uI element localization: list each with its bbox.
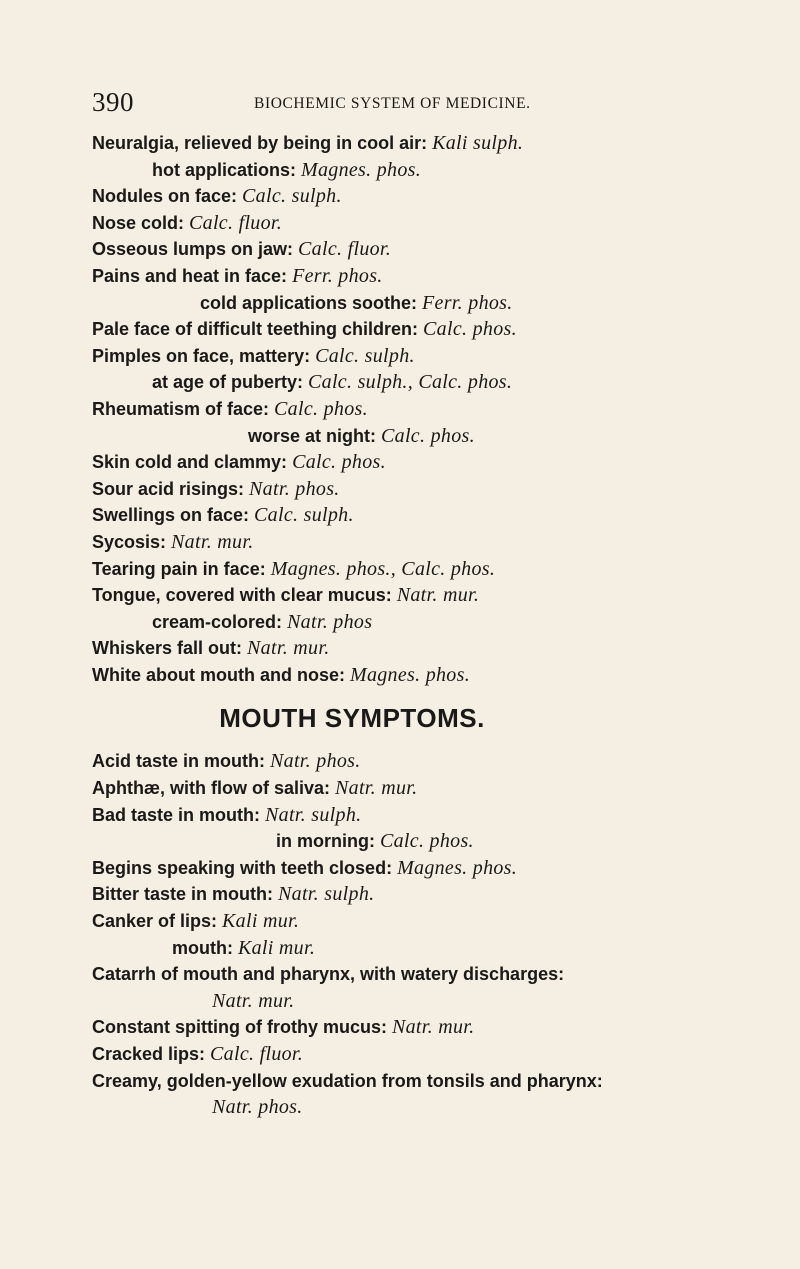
list-item [92,802,782,829]
symptom-text: Neuralgia, relieved by being in cool air: [92,133,433,153]
symptom-text: Pains and heat in face: [92,265,293,286]
symptom-text: Sycosis: [92,531,172,552]
list-item [92,449,782,476]
symptom-text: Tearing pain in face: [92,558,271,579]
list-item [92,1014,782,1041]
symptom-text: worse at night: [248,425,382,446]
list-item [92,1094,782,1121]
remedy-text: Kali mur. [237,936,316,959]
remedy-text: Calc. sulph. [254,504,354,527]
list-item [92,396,782,423]
list-item [92,828,782,855]
list-item [92,556,782,583]
list-item [92,748,782,775]
list-item [92,1041,782,1068]
list-item [92,476,782,503]
list-item [92,635,782,662]
remedy-text: Natr. phos. [270,750,361,773]
remedy-text: Calc. phos. [423,318,517,341]
list-item [92,609,782,636]
symptom-text: Bitter taste in mouth: [92,884,279,905]
list-item [92,529,782,556]
symptom-text: mouth: [172,937,238,958]
remedy-text: Calc. phos. [381,424,475,447]
symptom-text: Whiskers fall out: [92,638,248,659]
list-item [92,935,782,962]
remedy-text: Calc. phos. [379,830,474,853]
remedy-text: Natr. mur. [391,1016,475,1039]
symptom-text: Aphthæ, with flow of saliva: [92,778,335,799]
remedy-text: Natr. mur. [171,530,254,553]
list-item [92,236,782,263]
list-item [92,130,782,157]
list-item [92,582,782,609]
symptom-text: Nodules on face: [92,186,243,207]
list-item [92,961,782,988]
remedy-text: Calc. fluor. [210,1043,304,1065]
list-item [92,369,782,396]
list-item [92,855,782,882]
remedy-text: Calc. phos. [274,397,368,420]
list-item [92,881,782,908]
remedy-text: Natr. phos. [249,477,340,500]
list-item [92,502,782,529]
remedy-text: Magnes. phos. [349,663,470,686]
list-item [92,988,782,1015]
symptom-text: at age of puberty: [152,372,309,393]
symptom-text: Rheumatism of face: [92,398,275,419]
remedy-text: Magnes. phos., Calc. phos. [270,557,496,580]
remedy-text: Calc. sulph. [315,344,415,367]
remedy-text: Ferr. phos. [292,264,383,287]
list-item [92,343,782,370]
symptom-text: Bad taste in mouth: [92,804,266,825]
remedy-text: Calc. fluor. [189,211,283,234]
remedy-text: Calc. sulph., Calc. phos. [308,371,513,394]
list-item [92,210,782,237]
remedy-text: Natr. phos [287,610,373,633]
remedy-text: Natr. sulph. [265,803,362,826]
remedy-text: Natr. phos. [212,1096,303,1119]
remedy-text: Natr. sulph. [278,883,375,906]
remedy-text: Calc. fluor. [298,238,392,261]
list-item [92,662,782,689]
running-head: BIOCHEMIC SYSTEM OF MEDICINE. [254,95,531,112]
symptom-text: Acid taste in mouth: [92,751,271,772]
remedy-text: Kali sulph. [432,132,524,154]
symptom-text: cream-colored: [152,611,288,632]
remedy-text: Kali mur. [222,910,300,933]
symptom-text: cold applications soothe: [200,292,423,313]
symptom-text: Canker of lips: [92,911,223,932]
symptom-text: in morning: [276,831,380,852]
remedy-text: Calc. phos. [292,451,386,474]
list-item [92,157,782,184]
symptom-list [92,130,782,1121]
remedy-text: Ferr. phos. [422,291,513,314]
remedy-text: Natr. mur. [335,777,418,800]
symptom-text: Catarrh of mouth and pharynx, with watery discharges: [92,964,565,985]
symptom-text: Pale face of difficult teething children: [92,319,424,340]
symptom-text: Nose cold: [92,212,190,233]
symptom-text: Sour acid risings: [92,478,250,499]
symptom-text: White about mouth and nose: [92,664,350,685]
symptom-text: Tongue, covered with clear mucus: [92,585,397,606]
symptom-text: Begins speaking with teeth closed: [92,857,398,878]
page-number: 390 [92,87,134,117]
symptom-text: Cracked lips: [92,1044,211,1064]
remedy-text: Natr. mur. [212,989,295,1012]
list-item [92,263,782,290]
remedy-text: Calc. sulph. [242,185,342,208]
remedy-text: Magnes. phos. [301,158,422,181]
remedy-text: Natr. mur. [247,637,330,660]
symptom-text: Osseous lumps on jaw: [92,239,299,260]
symptom-text: Creamy, golden-yellow exudation from tonsils and pharynx: [92,1070,603,1091]
symptom-text: Swellings on face: [92,505,255,526]
symptom-text: hot applications: [152,159,302,180]
list-item [92,775,782,802]
section-title: MOUTH SYMPTOMS. [219,703,485,734]
symptom-text: Skin cold and clammy: [92,452,293,473]
remedy-text: Magnes. phos. [397,856,518,879]
symptom-text: Constant spitting of frothy mucus: [92,1017,392,1038]
list-item [92,183,782,210]
list-item [92,423,782,450]
symptom-text: Pimples on face, mattery: [92,345,316,366]
list-item [92,290,782,317]
list-item [92,908,782,935]
list-item [92,1068,782,1095]
remedy-text: Natr. mur. [396,584,480,607]
list-item [92,316,782,343]
